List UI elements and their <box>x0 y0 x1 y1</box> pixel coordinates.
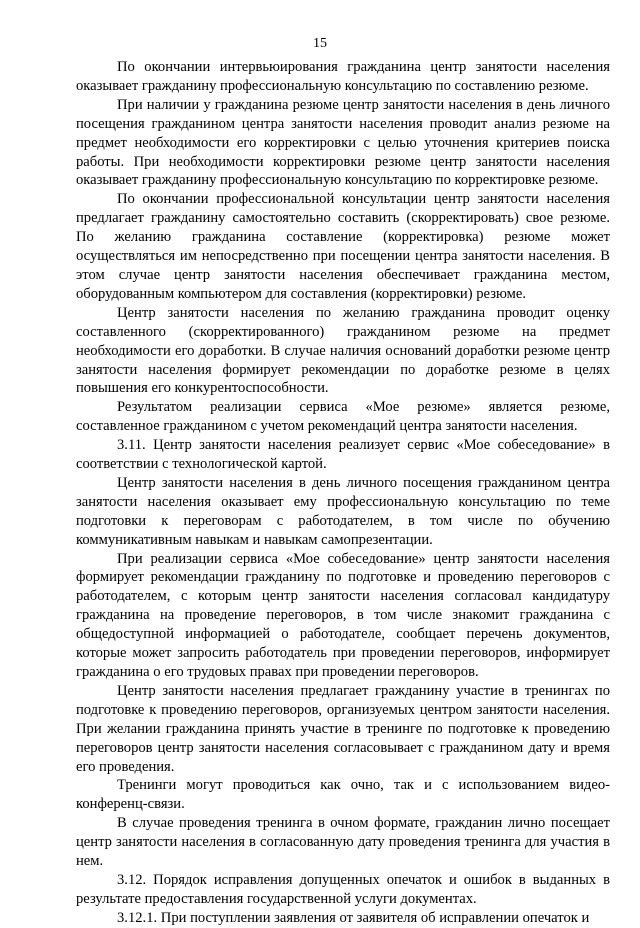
paragraph: Тренинги могут проводиться как очно, так и с использованием видео-конференц-связи. <box>76 777 610 813</box>
paragraph: Центр занятости населения по желанию гражданина проводит оценку составленного (скорректированного) гражданином резюме на предмет необходимости его доработки. В случае наличия оснований доработки резюме центр занятости населения формирует рекомендации по доработке резюме в целях повышения его конкурентоспособности. <box>76 304 610 397</box>
paragraph: Центр занятости населения предлагает гражданину участие в тренингах по подготовке к проведению переговоров, организуемых центром занятости населения. При желании гражданина принять участие в тренинге по подготовке к проведению переговоров центр занятости населения согласовывает с гражданином дату и время его проведения. <box>76 682 610 775</box>
paragraph: По окончании интервьюирования гражданина центр занятости населения оказывает гражданину профессиональную консультацию по составлению резюме. <box>76 59 610 94</box>
document-body <box>76 58 610 928</box>
paragraph: При реализации сервиса «Мое собеседование» центр занятости населения формирует рекомендации гражданину по подготовке и проведению переговоров с работодателем, с которым центр занятости населения согласовал кандидатуру гражданина на проведение переговоров, в том числе знакомит гражданина с общедоступной информацией о работодателе, сообщает перечень документов, которые может запросить работодатель при проведении переговоров, информирует гражданина о его трудовых правах при проведении переговоров. <box>76 550 610 680</box>
paragraph: 3.11. Центр занятости населения реализует сервис «Мое собеседование» в соответствии с технологической картой. <box>76 437 610 473</box>
paragraph: При наличии у гражданина резюме центр занятости населения в день личного посещения гражданином центра занятости населения проводит анализ резюме на предмет необходимости его корректировки с целью уточнения критериев поиска работы. При необходимости корректировки резюме центр занятости населения оказывает гражданину профессиональную консультацию по корректировке резюме. <box>76 96 610 189</box>
paragraph: Центр занятости населения в день личного посещения гражданином центра занятости населения оказывает ему профессиональную консультацию по теме подготовки к переговорам с работодателем, в том числе по обучению коммуникативным навыкам и навыкам самопрезентации. <box>76 474 610 548</box>
paragraph: По окончании профессиональной консультации центр занятости населения предлагает гражданину самостоятельно составить (скорректировать) свое резюме. По желанию гражданина составление (корректировка) резюме может осуществляться им непосредственно при посещении центра занятости населения. В этом случае центр занятости населения обеспечивает гражданина местом, оборудованным компьютером для составления (корректировки) резюме. <box>76 191 610 302</box>
paragraph: Результатом реализации сервиса «Мое резюме» является резюме, составленное гражданином с учетом рекомендаций центра занятости населения. <box>76 399 610 435</box>
paragraph: 3.12.1. При поступлении заявления от заявителя об исправлении опечаток и <box>117 909 590 926</box>
page-number: 15 <box>313 36 327 51</box>
paragraph: 3.12. Порядок исправления допущенных опечаток и ошибок в выданных в результате предоставления государственной услуги документах. <box>76 871 610 907</box>
paragraph: В случае проведения тренинга в очном формате, гражданин лично посещает центр занятости населения в согласованную дату проведения тренинга для участия в нем. <box>76 815 610 870</box>
